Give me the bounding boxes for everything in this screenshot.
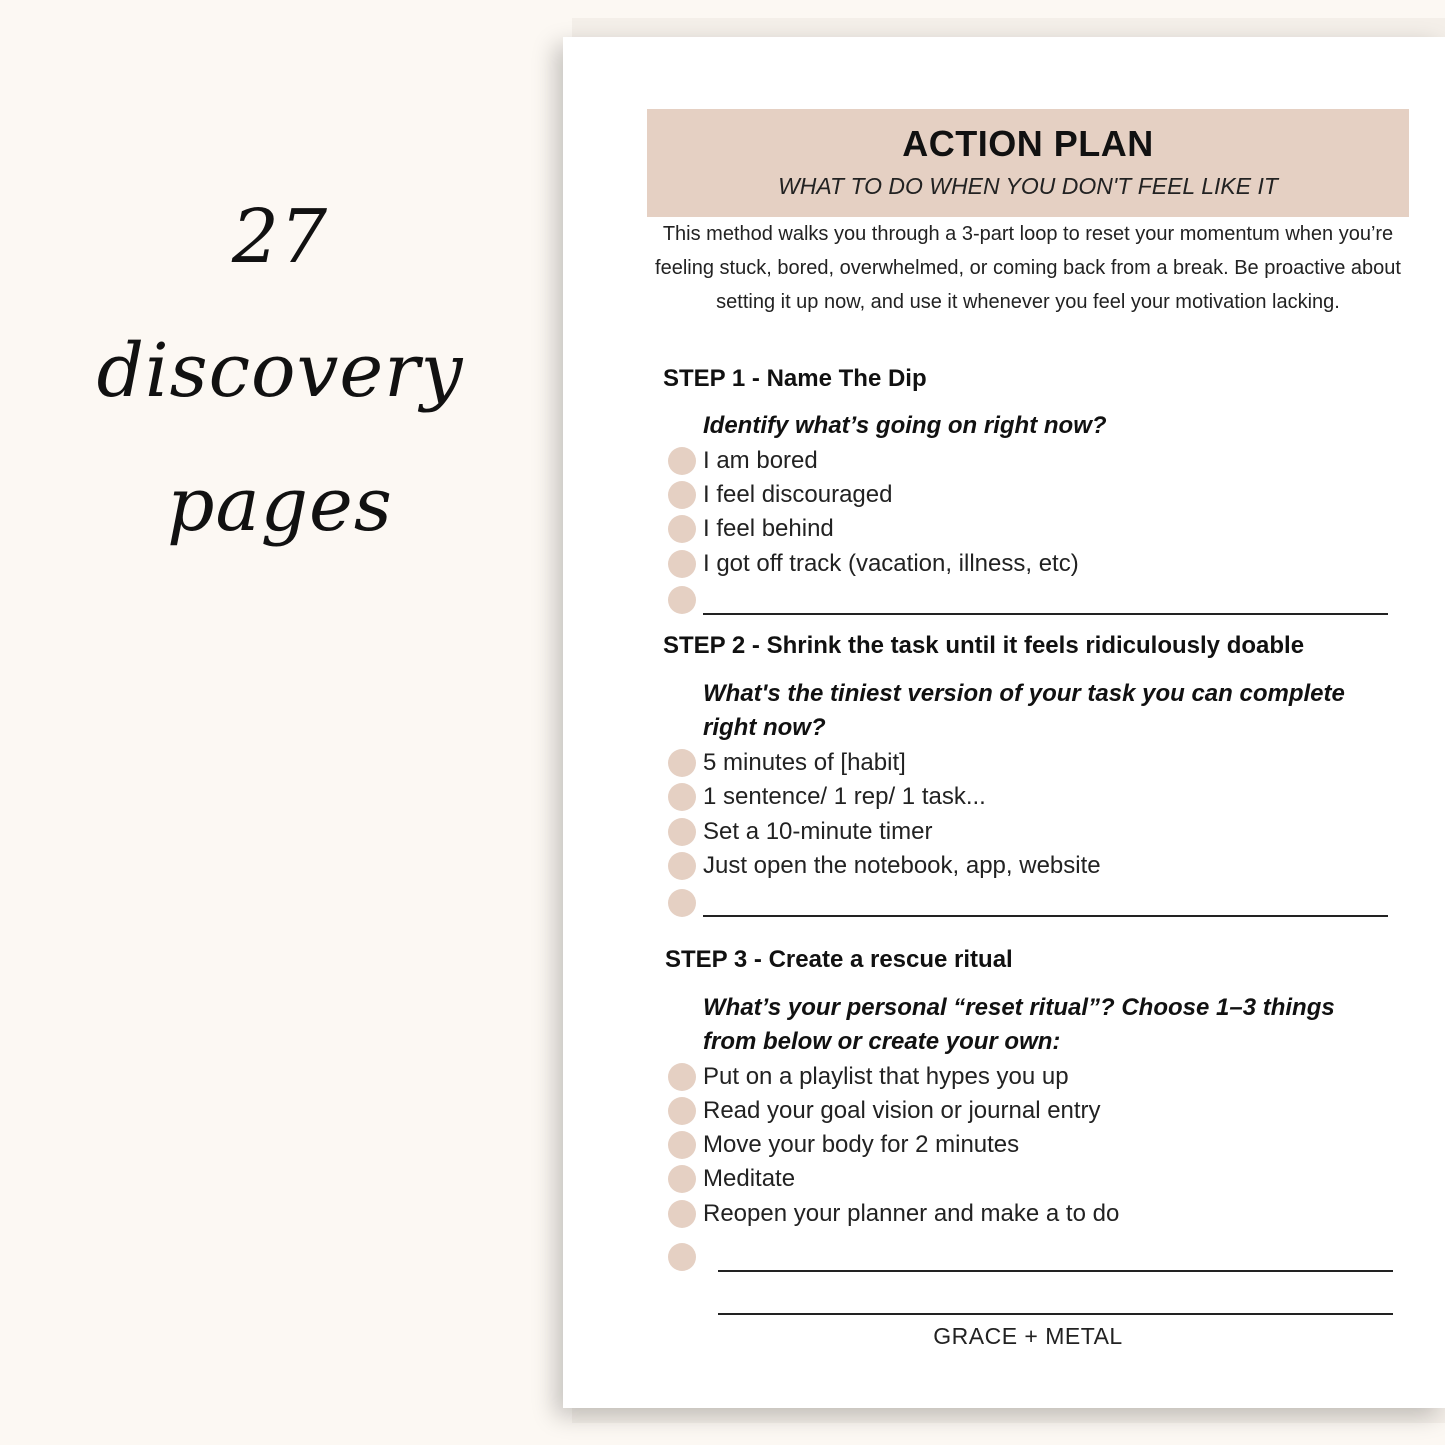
checkbox-circle-icon[interactable] [668, 447, 696, 475]
checkbox-circle-icon[interactable] [668, 1165, 696, 1193]
promo-line-1: 27 discovery [96, 194, 464, 414]
checkbox-circle-icon[interactable] [668, 1200, 696, 1228]
checkbox-circle-icon[interactable] [668, 749, 696, 777]
intro-paragraph: This method walks you through a 3-part loop to reset your momentum when you’re feeling stuck, bored, overwhelmed, or coming back from a break. Be proactive about setting it up now, and use it whenever you feel your motivation lacking. [655, 223, 1401, 313]
brand-footer: GRACE + METAL [933, 1323, 1123, 1349]
checkbox-circle-icon[interactable] [668, 515, 696, 543]
step1-write-in-line[interactable] [703, 613, 1388, 615]
checkbox-circle-icon[interactable] [668, 889, 696, 917]
option-label: Put on a playlist that hypes you up [703, 1063, 1069, 1090]
checkbox-circle-icon[interactable] [668, 1063, 696, 1091]
option-label: Move your body for 2 minutes [703, 1131, 1020, 1158]
checkbox-circle-icon[interactable] [668, 1243, 696, 1271]
page-subtitle: WHAT TO DO WHEN YOU DON'T FEEL LIKE IT [778, 173, 1278, 199]
option-label: Read your goal vision or journal entry [703, 1097, 1101, 1124]
checkbox-circle-icon[interactable] [668, 550, 696, 578]
step2-heading: STEP 2 - Shrink the task until it feels ridiculously doable [663, 632, 1305, 659]
option-label: I am bored [703, 447, 818, 474]
option-label: I feel behind [703, 515, 834, 542]
option-label: Reopen your planner and make a to do [703, 1200, 1120, 1227]
header-banner [647, 109, 1409, 217]
option-label: Set a 10-minute timer [703, 818, 933, 845]
option-label: Just open the notebook, app, website [703, 852, 1101, 879]
page-title: ACTION PLAN [902, 123, 1154, 164]
checkbox-circle-icon[interactable] [668, 783, 696, 811]
option-label: 1 sentence/ 1 rep/ 1 task... [703, 783, 986, 810]
checkbox-circle-icon[interactable] [668, 818, 696, 846]
checkbox-circle-icon[interactable] [668, 481, 696, 509]
step2-write-in-line[interactable] [703, 915, 1388, 917]
promo-line-2: pages [167, 462, 393, 548]
worksheet-page [563, 37, 1445, 1408]
step3-write-in-line-2[interactable] [718, 1313, 1393, 1315]
step2-prompt: What's the tiniest version of your task you can complete right now? [703, 680, 1345, 741]
step1-prompt: Identify what’s going on right now? [703, 412, 1107, 439]
option-label: Meditate [703, 1165, 796, 1192]
checkbox-circle-icon[interactable] [668, 1097, 696, 1125]
option-label: I feel discouraged [703, 481, 893, 508]
step1-heading: STEP 1 - Name The Dip [663, 365, 927, 392]
option-label: 5 minutes of [habit] [703, 749, 906, 776]
step3-write-in-line-1[interactable] [718, 1270, 1393, 1272]
checkbox-circle-icon[interactable] [668, 586, 696, 614]
checkbox-circle-icon[interactable] [668, 1131, 696, 1159]
step3-prompt: What’s your personal “reset ritual”? Choose 1–3 things from below or create your own: [703, 994, 1335, 1055]
promo-caption [40, 170, 520, 572]
option-label: I got off track (vacation, illness, etc) [703, 550, 1079, 577]
step3-heading: STEP 3 - Create a rescue ritual [665, 946, 1013, 973]
checkbox-circle-icon[interactable] [668, 852, 696, 880]
